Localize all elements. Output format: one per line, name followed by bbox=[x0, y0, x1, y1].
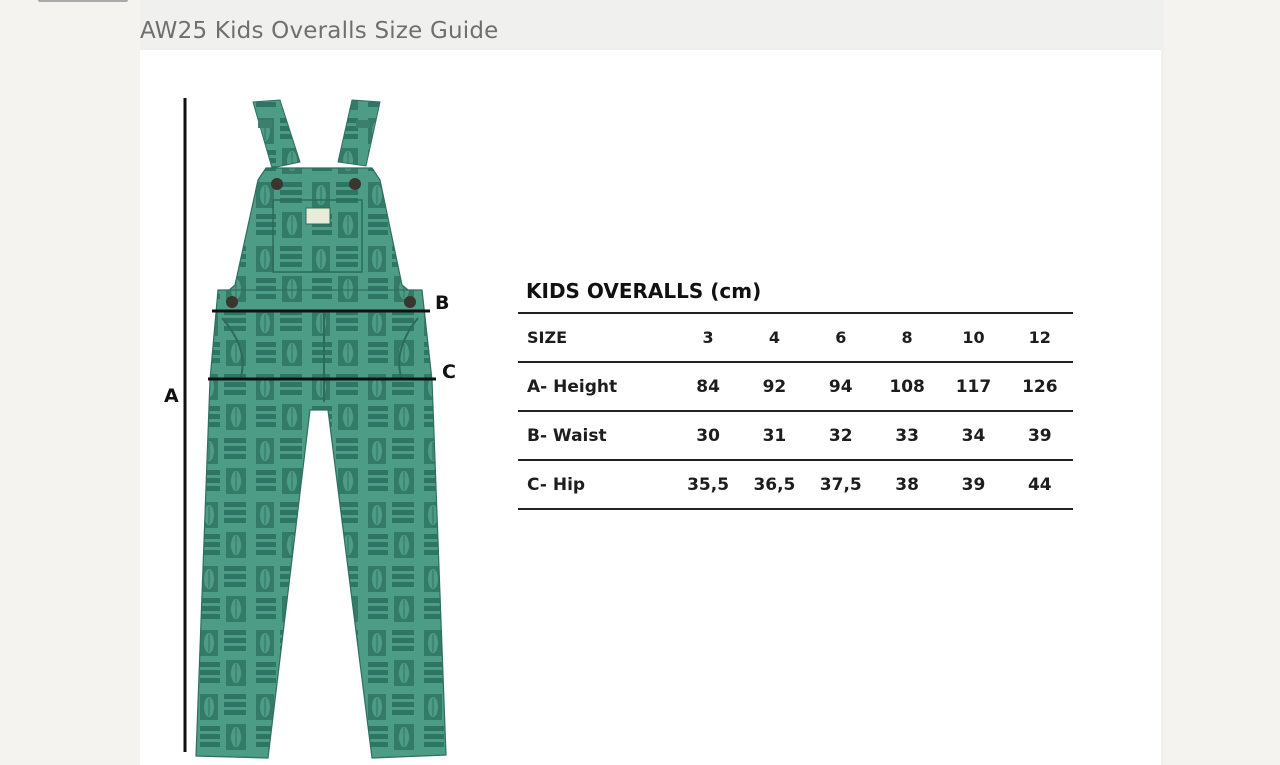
table-cell: 117 bbox=[940, 362, 1006, 411]
table-cell: 94 bbox=[808, 362, 874, 411]
table-cell: 35,5 bbox=[675, 460, 741, 509]
size-header-cell: 10 bbox=[940, 313, 1006, 362]
table-cell: 38 bbox=[874, 460, 940, 509]
table-row bbox=[518, 362, 1073, 411]
measure-label-c: C bbox=[442, 361, 456, 383]
table-cell: 84 bbox=[675, 362, 741, 411]
size-header-cell: 4 bbox=[741, 313, 807, 362]
size-header-cell: 6 bbox=[808, 313, 874, 362]
measure-label-b: B bbox=[435, 292, 450, 314]
size-guide-image bbox=[140, 50, 1161, 765]
table-cell: 32 bbox=[808, 411, 874, 460]
table-cell: 30 bbox=[675, 411, 741, 460]
table-cell: 39 bbox=[940, 460, 1006, 509]
table-cell: 108 bbox=[874, 362, 940, 411]
header-label: SIZE bbox=[518, 313, 675, 362]
size-table bbox=[518, 312, 1073, 510]
page-title: AW25 Kids Overalls Size Guide bbox=[140, 18, 499, 44]
table-cell: 37,5 bbox=[808, 460, 874, 509]
table-cell: 33 bbox=[874, 411, 940, 460]
size-header-cell: 12 bbox=[1007, 313, 1073, 362]
table-row bbox=[518, 460, 1073, 509]
size-header-cell: 3 bbox=[675, 313, 741, 362]
table-cell: 92 bbox=[741, 362, 807, 411]
row-label: A- Height bbox=[518, 362, 675, 411]
size-chart-title: KIDS OVERALLS (cm) bbox=[526, 279, 762, 303]
measure-label-a: A bbox=[164, 385, 179, 407]
row-label: B- Waist bbox=[518, 411, 675, 460]
table-cell: 126 bbox=[1007, 362, 1073, 411]
top-scroll-indicator bbox=[38, 0, 128, 2]
table-cell: 34 bbox=[940, 411, 1006, 460]
table-cell: 39 bbox=[1007, 411, 1073, 460]
size-header-cell: 8 bbox=[874, 313, 940, 362]
table-cell: 36,5 bbox=[741, 460, 807, 509]
row-label: C- Hip bbox=[518, 460, 675, 509]
table-cell: 44 bbox=[1007, 460, 1073, 509]
table-cell: 31 bbox=[741, 411, 807, 460]
table-row bbox=[518, 411, 1073, 460]
table-header-row bbox=[518, 313, 1073, 362]
